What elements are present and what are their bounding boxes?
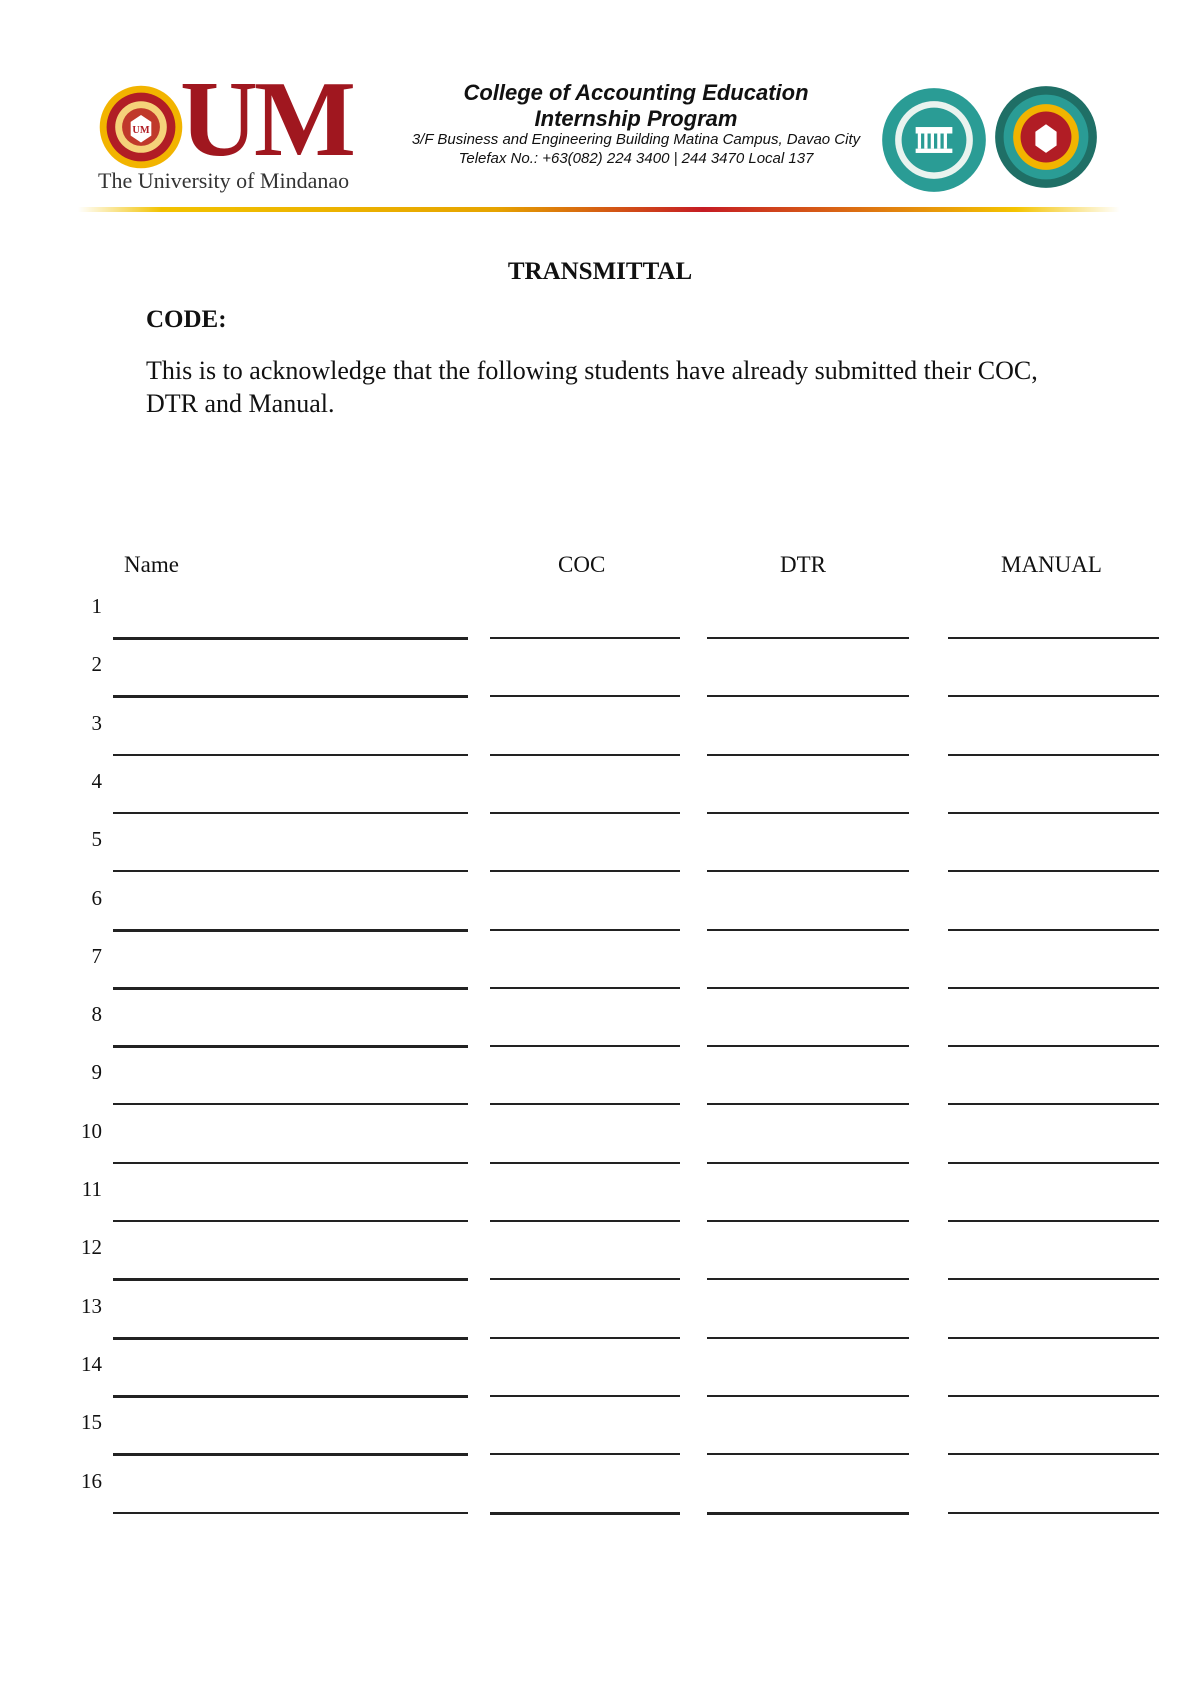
um-seal-logo <box>98 84 184 170</box>
name-entry-line <box>113 1220 468 1222</box>
name-entry-line <box>113 1395 468 1398</box>
manual-entry-line <box>948 987 1159 989</box>
column-header-manual: MANUAL <box>1001 552 1102 577</box>
name-entry-line <box>113 1045 468 1048</box>
column-header-coc: COC <box>558 552 606 577</box>
manual-entry-line <box>948 929 1159 931</box>
row-number: 2 <box>91 652 102 677</box>
row-number: 9 <box>91 1060 102 1085</box>
campus-address: 3/F Business and Engineering Building Matina Campus, Davao City <box>411 131 861 148</box>
coc-entry-line <box>490 987 680 989</box>
dtr-entry-line <box>707 1162 909 1164</box>
dtr-entry-line <box>707 812 909 814</box>
name-entry-line <box>113 754 468 756</box>
coc-entry-line <box>490 637 680 639</box>
name-entry-line <box>113 1337 468 1340</box>
coc-entry-line <box>490 1103 680 1105</box>
coc-entry-line <box>490 695 680 697</box>
manual-entry-line <box>948 1220 1159 1222</box>
coc-entry-line <box>490 812 680 814</box>
university-name: The University of Mindanao <box>98 168 350 193</box>
row-number: 15 <box>81 1410 102 1435</box>
dtr-entry-line <box>707 870 909 872</box>
header-divider <box>78 207 1120 212</box>
manual-entry-line <box>948 637 1159 639</box>
row-number: 4 <box>91 768 102 793</box>
coc-entry-line <box>490 1512 680 1515</box>
name-entry-line <box>113 1453 468 1456</box>
coc-entry-line <box>490 1220 680 1222</box>
telefax-number: Telefax No.: +63(082) 224 3400 | 244 3470 Local 137 <box>458 150 814 167</box>
acknowledgement-text: This is to acknowledge that the following students have already submitted their COC, DTR and Manual. <box>146 356 1038 418</box>
dtr-entry-line <box>707 987 909 989</box>
coc-entry-line <box>490 1162 680 1164</box>
college-seal-logo <box>880 86 988 194</box>
row-number: 11 <box>81 1177 102 1201</box>
coc-entry-line <box>490 870 680 872</box>
manual-entry-line <box>948 870 1159 872</box>
manual-entry-line <box>948 1453 1159 1455</box>
program-name: Internship Program <box>534 106 738 131</box>
coc-entry-line <box>490 754 680 756</box>
row-number: 1 <box>91 594 102 618</box>
college-name: College of Accounting Education <box>463 80 809 105</box>
name-entry-line <box>113 1278 468 1281</box>
dtr-entry-line <box>707 1453 909 1455</box>
column-header-name: Name <box>124 552 179 577</box>
code-label: CODE: <box>146 306 227 333</box>
name-entry-line <box>113 637 468 640</box>
manual-entry-line <box>948 1395 1159 1397</box>
row-number: 16 <box>81 1468 102 1493</box>
dtr-entry-line <box>707 637 909 639</box>
manual-entry-line <box>948 1103 1159 1105</box>
name-entry-line <box>113 695 468 698</box>
row-number: 10 <box>81 1118 102 1143</box>
dtr-entry-line <box>707 1337 909 1339</box>
dtr-entry-line <box>707 1220 909 1222</box>
dtr-entry-line <box>707 1512 909 1515</box>
manual-entry-line <box>948 1045 1159 1047</box>
manual-entry-line <box>948 1278 1159 1280</box>
dtr-entry-line <box>707 1278 909 1280</box>
coc-entry-line <box>490 1337 680 1339</box>
coc-entry-line <box>490 1395 680 1397</box>
row-number: 7 <box>91 943 102 968</box>
um-logo-letters: UM <box>180 60 352 179</box>
manual-entry-line <box>948 1512 1159 1514</box>
university-seal-logo <box>993 84 1099 190</box>
name-entry-line <box>113 1162 468 1164</box>
row-number: 8 <box>91 1002 102 1027</box>
dtr-entry-line <box>707 1045 909 1047</box>
row-number: 13 <box>81 1293 102 1318</box>
coc-entry-line <box>490 1453 680 1455</box>
dtr-entry-line <box>707 929 909 931</box>
name-entry-line <box>113 812 468 814</box>
name-entry-line <box>113 987 468 990</box>
name-entry-line <box>113 1103 468 1105</box>
manual-entry-line <box>948 695 1159 697</box>
row-number: 12 <box>81 1235 102 1260</box>
coc-entry-line <box>490 1045 680 1047</box>
name-entry-line <box>113 1512 468 1514</box>
svg-text:UM: UM <box>132 125 150 137</box>
manual-entry-line <box>948 812 1159 814</box>
manual-entry-line <box>948 754 1159 756</box>
column-header-dtr: DTR <box>780 552 826 577</box>
dtr-entry-line <box>707 695 909 697</box>
dtr-entry-line <box>707 754 909 756</box>
row-number: 3 <box>91 710 102 735</box>
manual-entry-line <box>948 1162 1159 1164</box>
coc-entry-line <box>490 929 680 931</box>
row-number: 6 <box>91 885 102 910</box>
dtr-entry-line <box>707 1103 909 1105</box>
row-number: 5 <box>91 827 102 852</box>
row-number: 14 <box>81 1351 102 1376</box>
manual-entry-line <box>948 1337 1159 1339</box>
dtr-entry-line <box>707 1395 909 1397</box>
coc-entry-line <box>490 1278 680 1280</box>
document-title: TRANSMITTAL <box>507 258 693 285</box>
name-entry-line <box>113 929 468 932</box>
name-entry-line <box>113 870 468 872</box>
